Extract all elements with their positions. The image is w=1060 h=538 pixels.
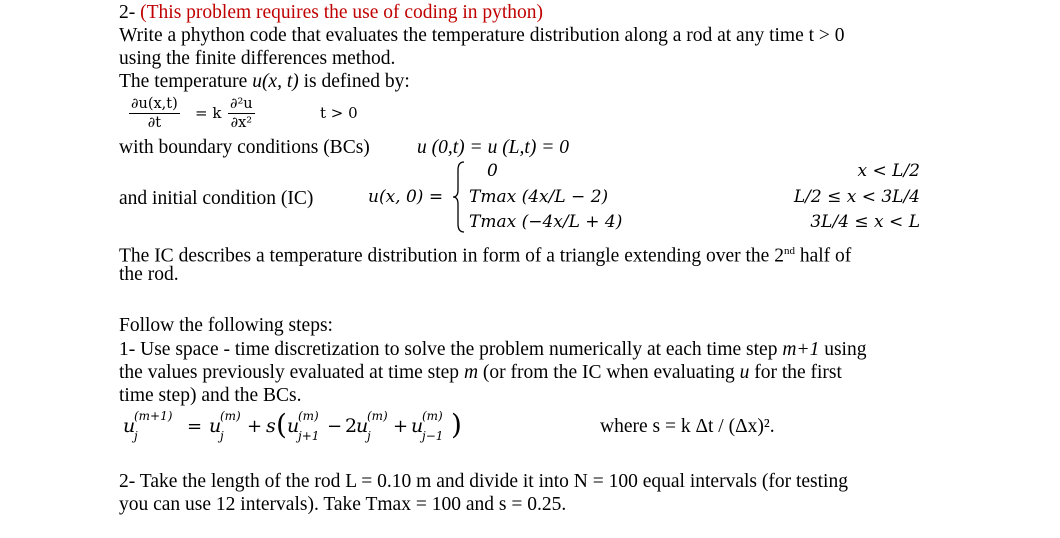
pde-time-condition: t > 0 [320,104,358,122]
svg-text:u: u [356,415,369,437]
python-requirement-note: (This problem requires the use of coding in python) [140,2,544,23]
pde-lhs-fraction: ∂u(x,t) ∂t [131,96,178,131]
initial-condition-label: and initial condition (IC) [119,188,314,209]
svg-text:j: j [134,429,138,443]
temperature-definition: The temperature u(x, t) is defined by: [119,71,410,92]
svg-text:(m+1): (m+1) [134,409,173,423]
intro-line-2: using the finite differences method. [119,48,396,69]
ic-case-1-cond: x < L/2 [857,161,920,181]
svg-text:−: − [327,416,343,437]
svg-text:=: = [187,416,203,437]
fd-equation-graphic [119,404,499,444]
ic-case-3-expr: Tmax (−4x/L + 4) [469,212,623,232]
ic-case-1-expr: 0 [487,161,498,181]
pde-rhs-fraction: ∂²u ∂x² [230,96,253,131]
svg-text:u: u [209,415,222,437]
svg-text:u: u [411,415,424,437]
ic-case-2-cond: L/2 ≤ x < 3L/4 [793,187,920,207]
boundary-conditions-label: with boundary conditions (BCs) [119,137,370,158]
temperature-variable: u(x, t) [252,71,299,92]
svg-text:j+1: j+1 [298,429,320,443]
boundary-conditions-equation: u (0,t) = u (L,t) = 0 [417,137,569,158]
svg-text:(: ( [276,408,287,441]
svg-text:(m): (m) [422,409,443,423]
svg-text:+: + [393,416,409,437]
svg-text:j: j [220,429,224,443]
ic-case-2-expr: Tmax (4x/L − 2) [469,187,609,207]
ic-lhs: u(x, 0) = [368,187,444,207]
svg-text:(m): (m) [220,409,241,423]
ic-description-line-1: The IC describes a temperature distribution in form of a triangle extending over the 2nd half of [119,245,852,267]
svg-text:s: s [266,415,276,437]
pde-equals-k: = k [195,104,222,122]
finite-difference-equation [119,404,499,444]
steps-intro: Follow the following steps: [119,315,333,336]
step-2-line-1: 2- Take the length of the rod L = 0.10 m and divide it into N = 100 equal intervals (for testing [119,471,848,492]
step-2-line-2: you can use 12 intervals). Take Tmax = 100 and s = 0.25. [119,494,567,515]
svg-text:+: + [247,416,263,437]
svg-text:2: 2 [345,415,358,437]
problem-number: 2- [119,2,141,23]
piecewise-brace [452,160,466,234]
svg-text:j: j [367,429,371,443]
svg-text:(m): (m) [367,409,388,423]
problem-heading [119,2,543,24]
svg-text:): ) [451,408,462,441]
step-1-line-2: the values previously evaluated at time step m (or from the IC when evaluating u for the first [119,362,842,383]
step-1-line-3: time step) and the BCs. [119,385,302,406]
fd-where-clause: where s = k Δt / (Δx)². [600,416,775,437]
ic-case-3-cond: 3L/4 ≤ x < L [810,212,920,232]
intro-line-1: Write a phython code that evaluates the temperature distribution along a rod at any time t > 0 [119,25,845,46]
svg-text:j−1: j−1 [422,429,444,443]
ic-description-line-2: the rod. [119,264,179,285]
step-1-line-1: 1- Use space - time discretization to solve the problem numerically at each time step m+1 using [119,339,867,360]
svg-text:u: u [123,415,136,437]
svg-text:u: u [287,415,300,437]
svg-text:(m): (m) [298,409,319,423]
